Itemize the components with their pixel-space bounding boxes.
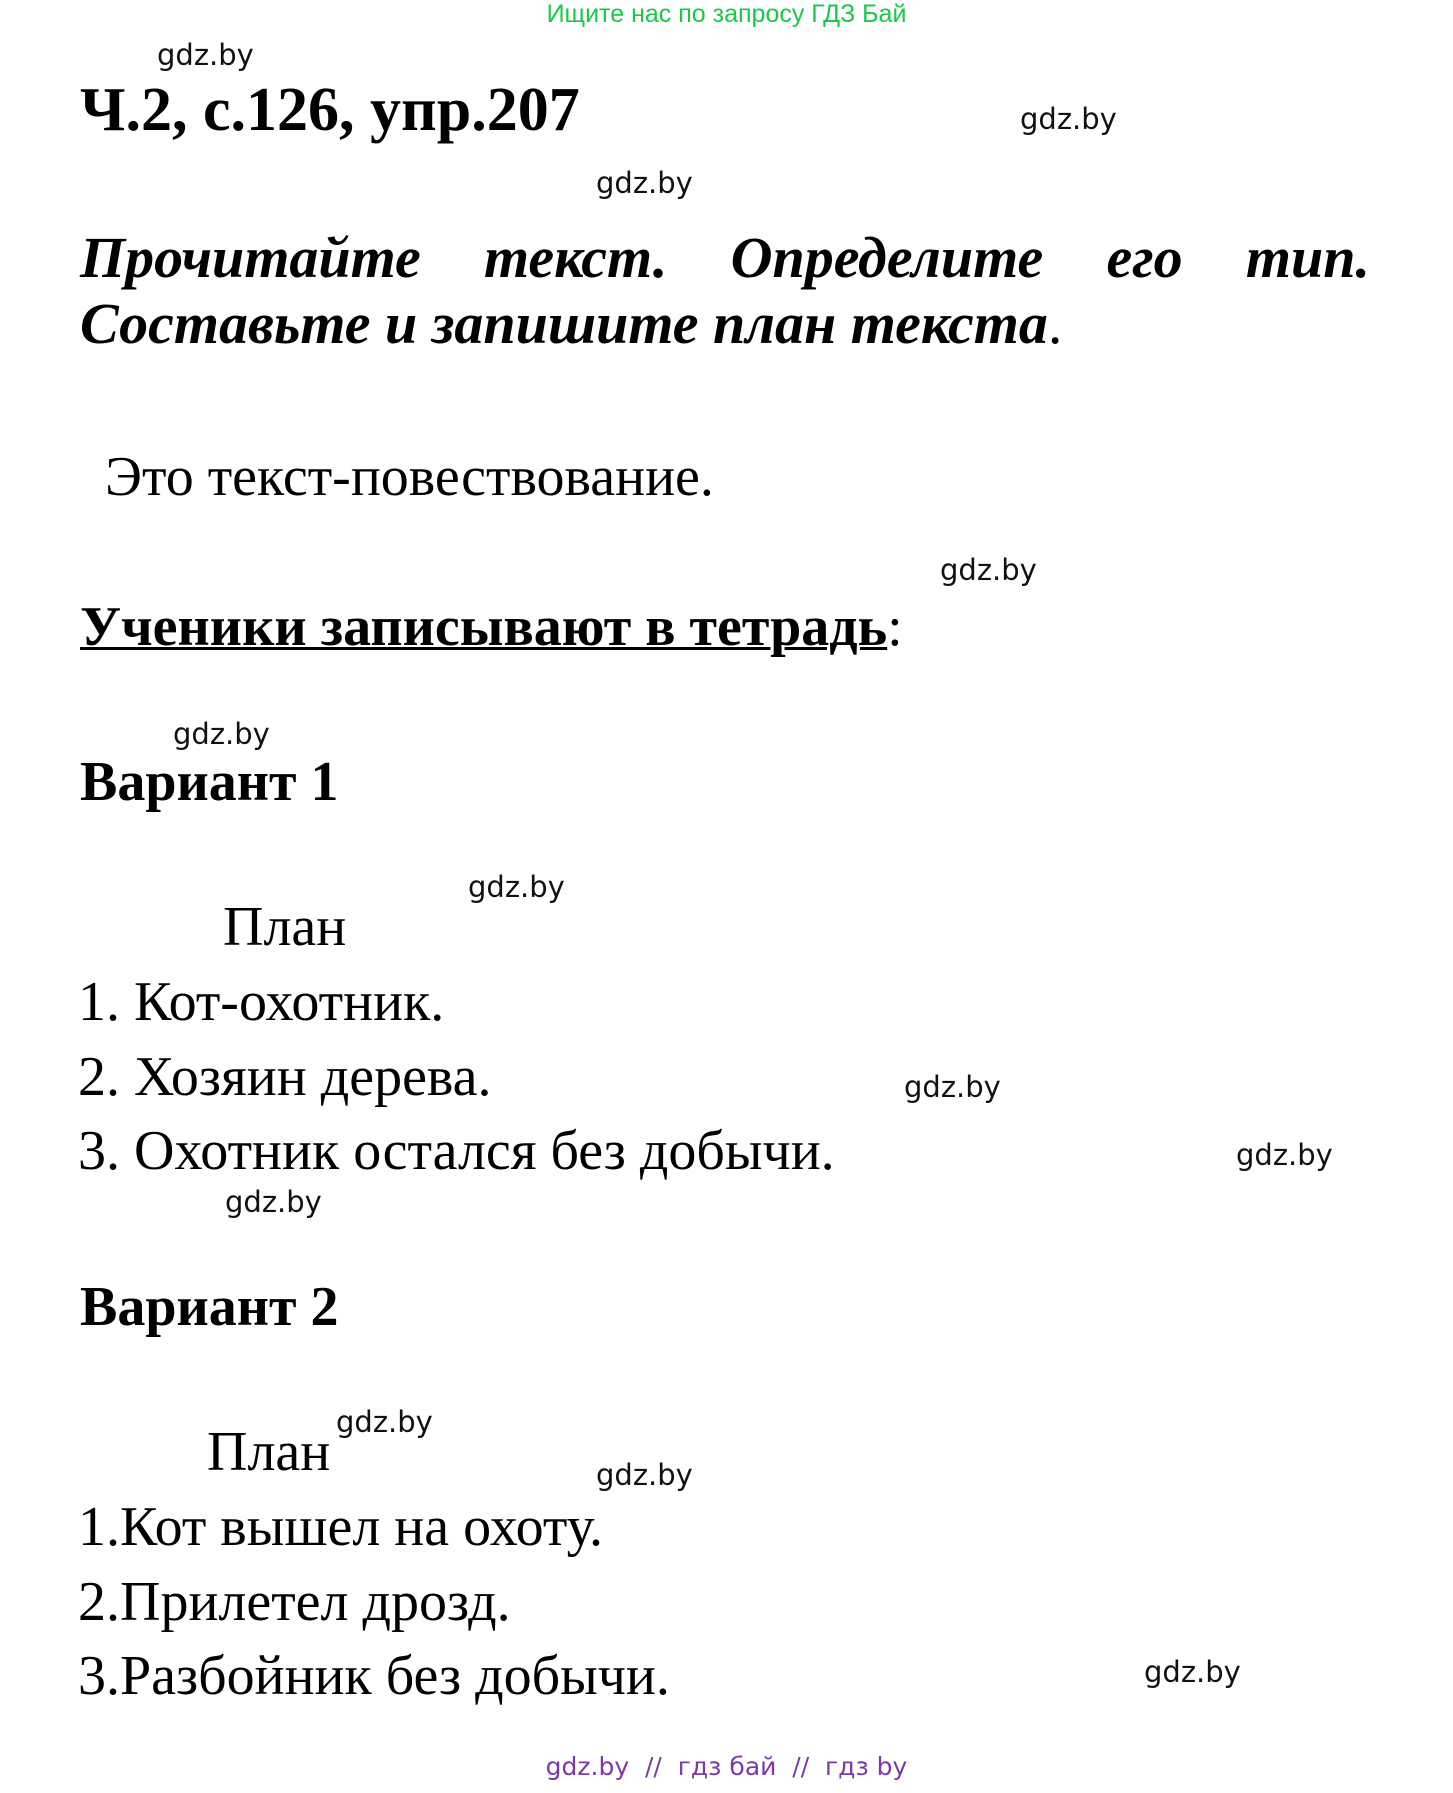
variant-2-plan-title: План — [207, 1421, 331, 1483]
watermark: gdz.by — [336, 1405, 433, 1439]
variant-1-heading: Вариант 1 — [80, 751, 339, 813]
watermark: gdz.by — [157, 38, 254, 72]
variant-1-item: 3. Охотник остался без добычи. — [78, 1120, 835, 1182]
footer-links: gdz.by // гдз бай // гдз by — [545, 1752, 908, 1781]
variant-2-item: 2.Прилетел дрозд. — [78, 1571, 511, 1633]
task-text: Прочитайте текст. Определите его тип. Составьте и запишите план текста — [80, 225, 1370, 356]
watermark: gdz.by — [173, 717, 270, 751]
answer-text-type: Это текст-повествование. — [105, 446, 714, 508]
notebook-heading — [80, 595, 903, 659]
watermark: gdz.by — [596, 166, 693, 200]
variant-2-item: 3.Разбойник без добычи. — [78, 1645, 670, 1707]
top-banner: Ищите нас по запросу ГДЗ Бай — [546, 0, 907, 28]
page-title: Ч.2, с.126, упр.207 — [80, 76, 580, 144]
variant-2-item: 1.Кот вышел на охоту. — [78, 1496, 603, 1558]
watermark: gdz.by — [225, 1185, 322, 1219]
watermark: gdz.by — [468, 870, 565, 904]
watermark: gdz.by — [596, 1458, 693, 1492]
variant-1-item: 2. Хозяин дерева. — [78, 1046, 492, 1108]
watermark: gdz.by — [1020, 102, 1117, 136]
notebook-colon: : — [887, 596, 903, 658]
variant-1-plan-title: План — [223, 896, 347, 958]
variant-2-heading: Вариант 2 — [80, 1276, 339, 1338]
watermark: gdz.by — [1144, 1655, 1241, 1689]
watermark: gdz.by — [904, 1070, 1001, 1104]
notebook-label: Ученики записывают в тетрадь — [80, 596, 888, 658]
watermark: gdz.by — [940, 553, 1037, 587]
watermark: gdz.by — [1236, 1138, 1333, 1172]
variant-1-item: 1. Кот-охотник. — [78, 971, 445, 1033]
task-end-period: . — [1047, 291, 1063, 356]
task-statement — [80, 225, 1370, 357]
